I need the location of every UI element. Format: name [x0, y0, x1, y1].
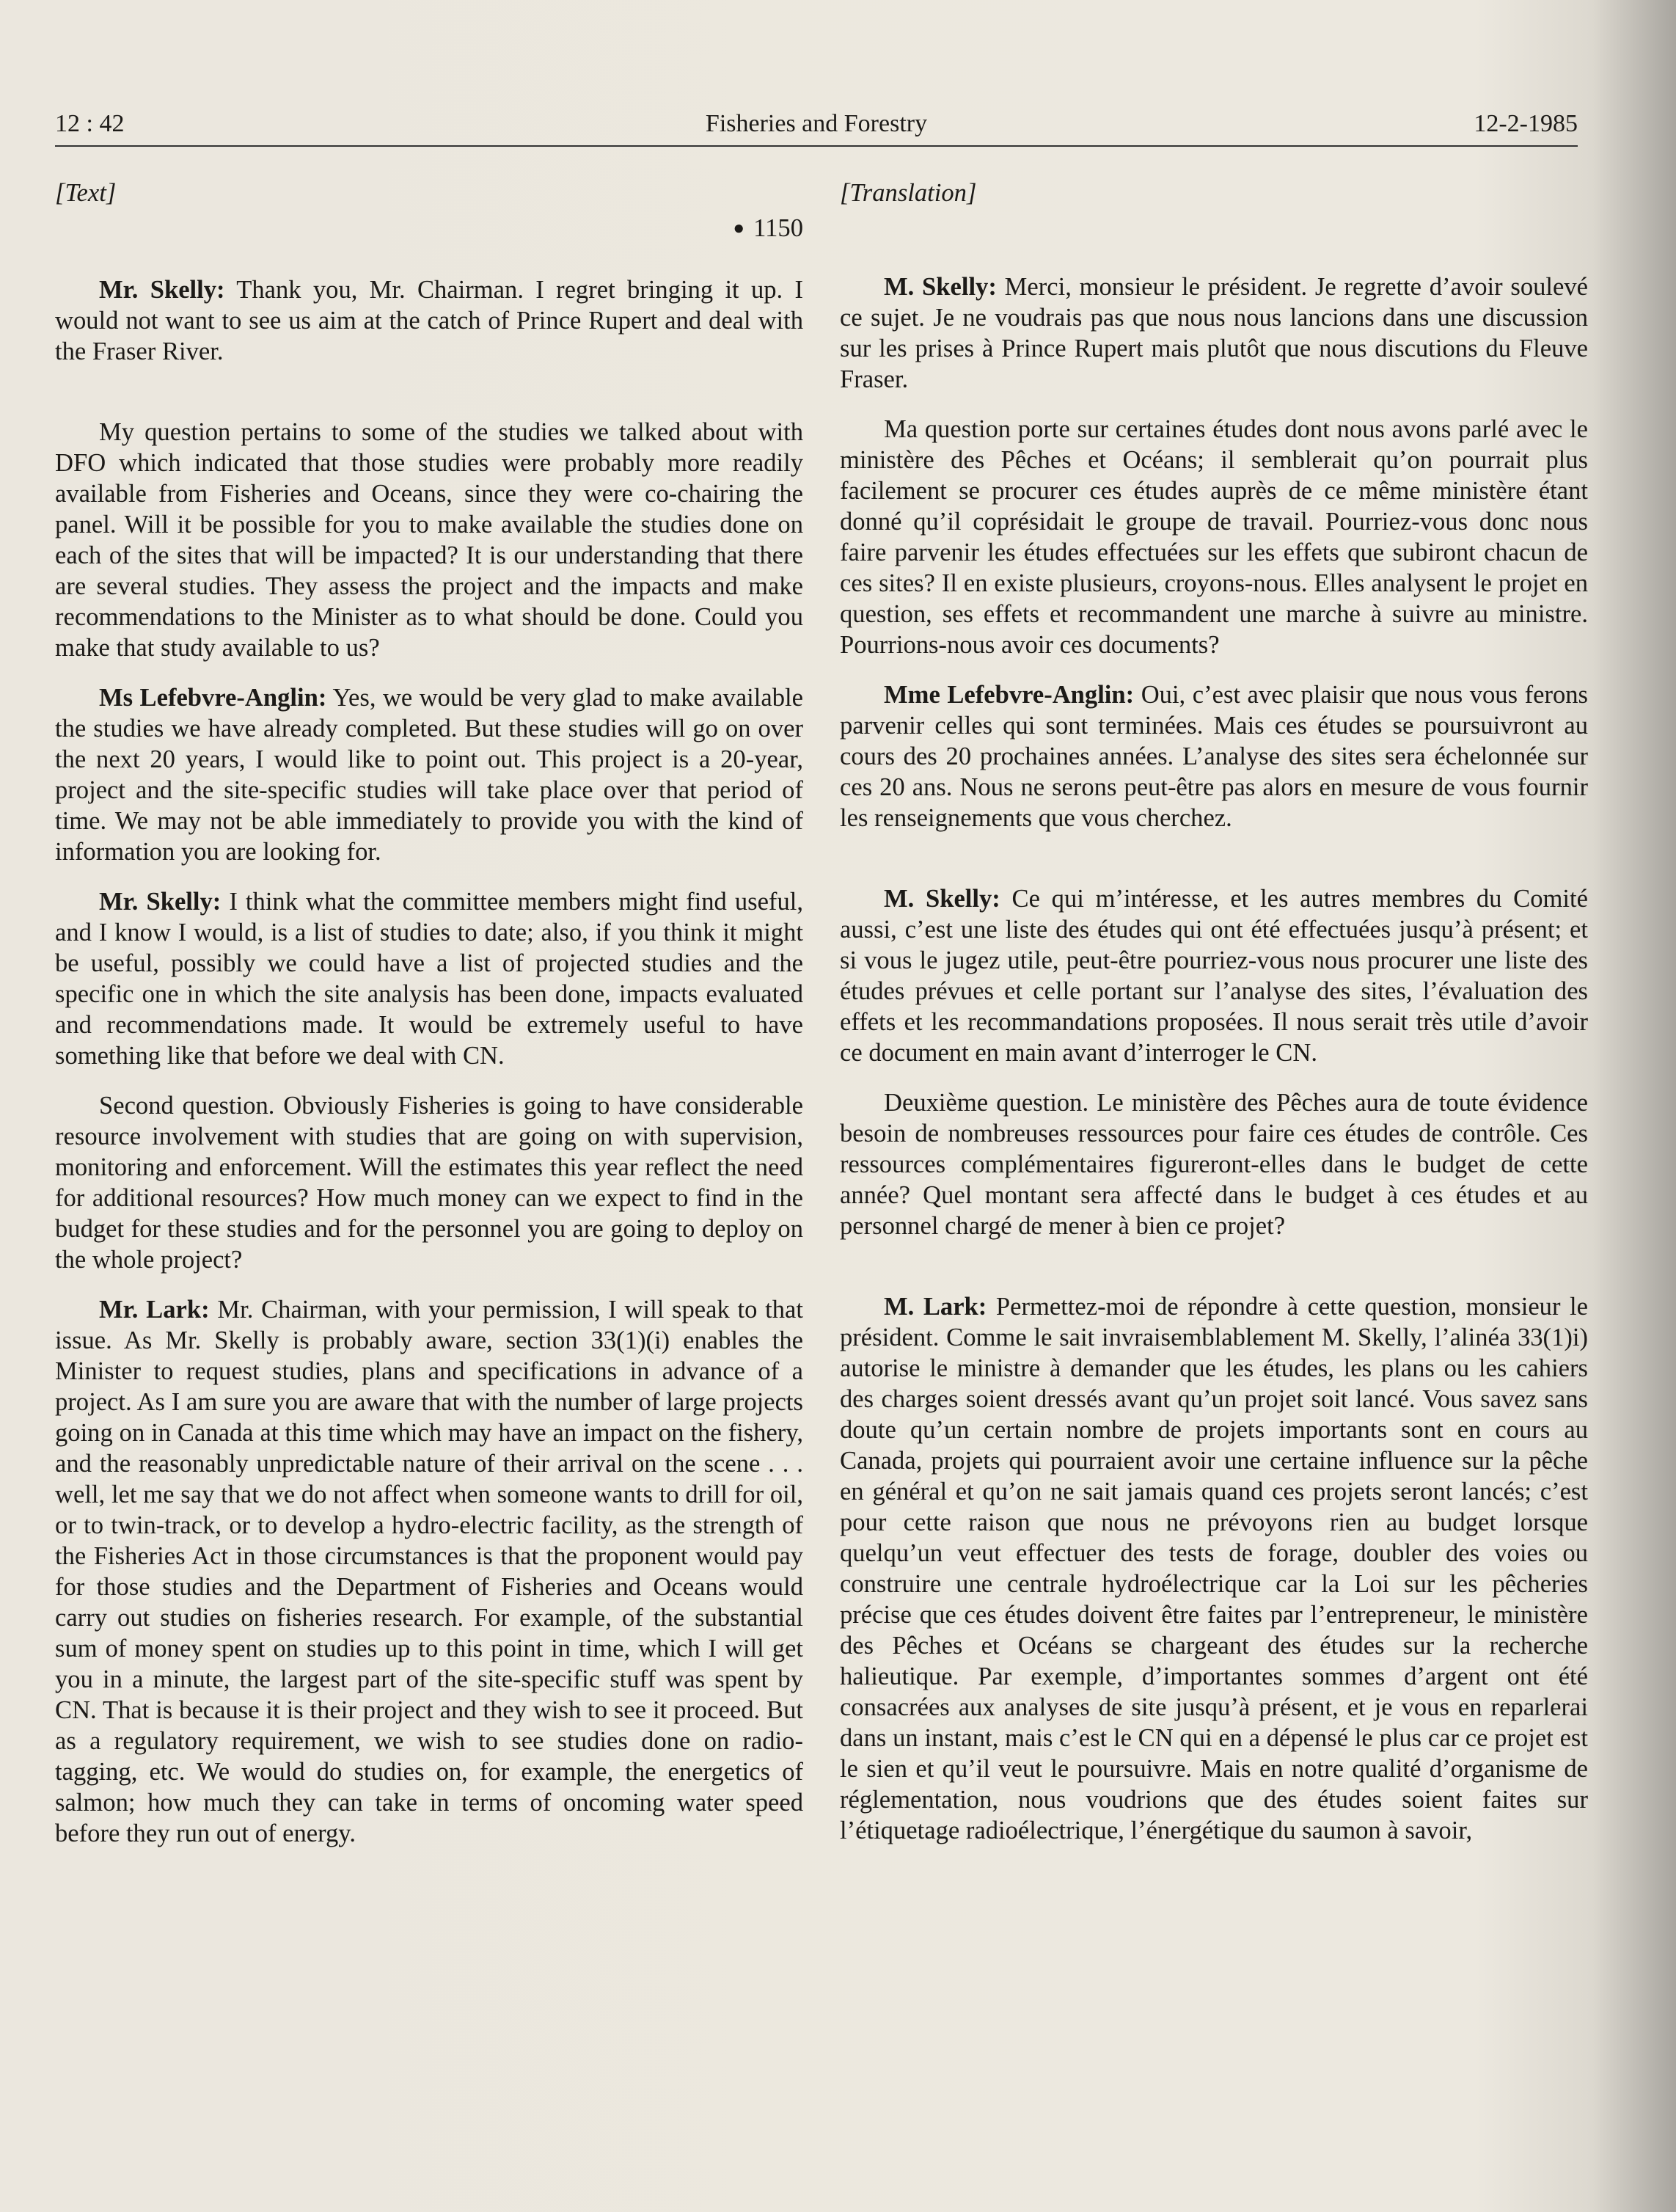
- speaker-name: M. Skelly:: [884, 273, 997, 301]
- speaker-name: Mme Lefebvre-Anglin:: [884, 681, 1135, 709]
- time-marker: [55, 213, 803, 244]
- speaker-name: Mr. Skelly:: [99, 276, 225, 304]
- english-column: [55, 178, 803, 1868]
- paragraph-text: Oui, c’est avec plaisir que nous vous ferons parvenir celles qui sont terminées. Mais ces études se poursuivront au cours des 20 prochaines années. L’analyse des sites sera échelonnée sur ces 20 ans. Nous ne serons peut-être pas alors en mesure de vous fournir les renseignements que vous cherchez.: [840, 681, 1588, 832]
- speaker-name: Ms Lefebvre-Anglin:: [99, 684, 327, 712]
- paragraph: [55, 417, 803, 663]
- paragraph: [55, 682, 803, 867]
- paragraph-text: I think what the committee members might find useful, and I know I would, is a list of studies to date; also, if you think it might be useful, possibly we could have a list of projected studies and the specific one in which the site analysis has been done, impacts evaluated and recommendations made. It would be extremely useful to have something like that before we deal with CN.: [55, 888, 803, 1070]
- paragraph-text: Merci, monsieur le président. Je regrette d’avoir soulevé ce sujet. Je ne voudrais pas que nous nous lancions dans une discussion sur les prises à Prince Rupert mais plutôt que nous discutions du Fleuve Fraser.: [840, 273, 1588, 393]
- paragraph: [840, 271, 1588, 395]
- time-marker-value: 1150: [753, 214, 803, 242]
- speaker-name: Mr. Lark:: [99, 1296, 210, 1324]
- paragraph-text: Ce qui m’intéresse, et les autres membres du Comité aussi, c’est une liste des études qui ont été effectuées jusqu’à présent; et si vous le jugez utile, peut-être pourriez-vous nous procurer une liste des études prévues et celle portant sur l’analyse des sites, l’évaluation des effets et les recommandations proposées. Il nous serait très utile d’avoir ce document en main avant d’interroger le CN.: [840, 885, 1588, 1067]
- header-date: 12-2-1985: [1474, 110, 1578, 137]
- page-header: [55, 110, 1578, 150]
- column-label-translation: [Translation]: [840, 179, 977, 207]
- paragraph: [840, 883, 1588, 1068]
- column-label-text: [Text]: [55, 179, 117, 207]
- paragraph: [55, 1294, 803, 1849]
- french-column: [840, 178, 1588, 1865]
- paragraph-text: Thank you, Mr. Chairman. I regret bringing it up. I would not want to see us aim at the catch of Prince Rupert and deal with the Fraser River.: [55, 276, 803, 365]
- paragraph-text: Yes, we would be very glad to make available the studies we have already completed. But these studies will go on over the next 20 years, I would like to point out. This project is a 20-year, project and the site-specific studies will take place over that period of time. We may not be able immediately to provide you with the kind of information you are looking for.: [55, 684, 803, 866]
- header-rule: [55, 145, 1578, 147]
- paragraph: [840, 1087, 1588, 1241]
- running-title: Fisheries and Forestry: [705, 110, 928, 137]
- paragraph-text: Second question. Obviously Fisheries is going to have considerable resource involvement with studies that are going on with supervision, monitoring and enforcement. Will the estimates this year reflect the need for additional resources? How much money can we expect to find in the budget for these studies and for the personnel you are going to deploy on the whole project?: [55, 1092, 803, 1274]
- paragraph-text: My question pertains to some of the studies we talked about with DFO which indicated that those studies were probably more readily available from Fisheries and Oceans, since they were co-chairing the panel. Will it be possible for you to make available the studies done on each of the sites that will be impacted? It is our understanding that there are several studies. They assess the project and the impacts and make recommendations to the Minister as to what should be done. Could you make that study available to us?: [55, 418, 803, 662]
- paragraph-text: Ma question porte sur certaines études dont nous avons parlé avec le ministère des Pêches et Océans; il semblerait qu’on pourrait plus facilement se procurer ces études auprès de ce même ministère étant donné qu’il coprésidait le groupe de travail. Pourriez-vous donc nous faire parvenir les études effectuées sur les effets que subiront chacun de ces sites? Il en existe plusieurs, croyons-nous. Elles analysent le projet en question, ses effets et recommandent une marche à suivre au ministre. Pourrions-nous avoir ces documents?: [840, 415, 1588, 659]
- speaker-name: M. Skelly:: [884, 885, 1000, 913]
- paragraph: [55, 886, 803, 1071]
- paragraph: [55, 1090, 803, 1275]
- paragraph: [55, 274, 803, 367]
- paragraph-text: Deuxième question. Le ministère des Pêches aura de toute évidence besoin de nombreuses ressources pour faire ces études de contrôle. Ces ressources complémentaires figureront-elles dans le budget de cette année? Quel montant sera affecté dans le budget à ces études et au personnel chargé de mener à bien ce projet?: [840, 1089, 1588, 1240]
- paragraph: [840, 414, 1588, 660]
- paragraph: [840, 1291, 1588, 1846]
- speaker-name: Mr. Skelly:: [99, 888, 222, 916]
- paragraph: [840, 679, 1588, 833]
- paragraph-text: Mr. Chairman, with your permission, I will speak to that issue. As Mr. Skelly is probably aware, section 33(1)(i) enables the Minister to request studies, plans and specifications in advance of a project. As I am sure you are aware that with the number of large projects going on in Canada at this time which may have an impact on the fishery, and the reasonably unpredictable nature of their arrival on the scene . . . well, let me say that we do not affect when someone wants to drill for oil, or to twin-track, or to develop a hydro-electric facility, as the strength of the Fisheries Act in those circumstances is that the proponent would pay for those studies and the Department of Fisheries and Oceans would carry out studies on fisheries research. For example, of the substantial sum of money spent on studies up to this point in time, which I will get you in a minute, the largest part of the site-specific stuff was spent by CN. That is because it is their project and they wish to see it proceed. But as a regulatory requirement, we wish to see studies done on radio-tagging, etc. We would do studies on, for example, the energetics of salmon; how much they can take in terms of oncoming water speed before they run out of energy.: [55, 1296, 803, 1847]
- bullet-icon: ●: [733, 217, 745, 238]
- paragraph-text: Permettez-moi de répondre à cette question, monsieur le président. Comme le sait invraisemblablement M. Skelly, l’alinéa 33(1)i) autorise le ministre à demander que les études, les plans ou les cahiers des charges soient dressés avant qu’un projet soit lancé. Vous savez sans doute qu’un certain nombre de projets importants sont en cours au Canada, projets qui pourraient avoir une certaine influence sur la pêche en général et qu’on ne sait jamais quand ces projets seront lancés; c’est pour cette raison que nous ne prévoyons rien au budget lorsque quelqu’un veut effectuer des tests de forage, doubler des voies ou construire une centrale hydroélectrique car la Loi sur les pêcheries précise que ces études doivent être faites par l’entrepreneur, le ministère des Pêches et Océans se chargeant des études sur la recherche halieutique. Par exemple, d’importantes sommes d’argent ont été consacrées aux analyses de site jusqu’à présent, et je vous en reparlerai dans un instant, mais c’est le CN qui en a dépensé le plus car ce projet est le sien et qu’il veut le poursuivre. Mais en notre qualité d’organisme de réglementation, nous voudrions que des études soient faites sur l’étiquetage radioélectrique, l’énergétique du saumon à savoir,: [840, 1293, 1588, 1844]
- page-number: 12 : 42: [55, 110, 125, 137]
- speaker-name: M. Lark:: [884, 1293, 987, 1321]
